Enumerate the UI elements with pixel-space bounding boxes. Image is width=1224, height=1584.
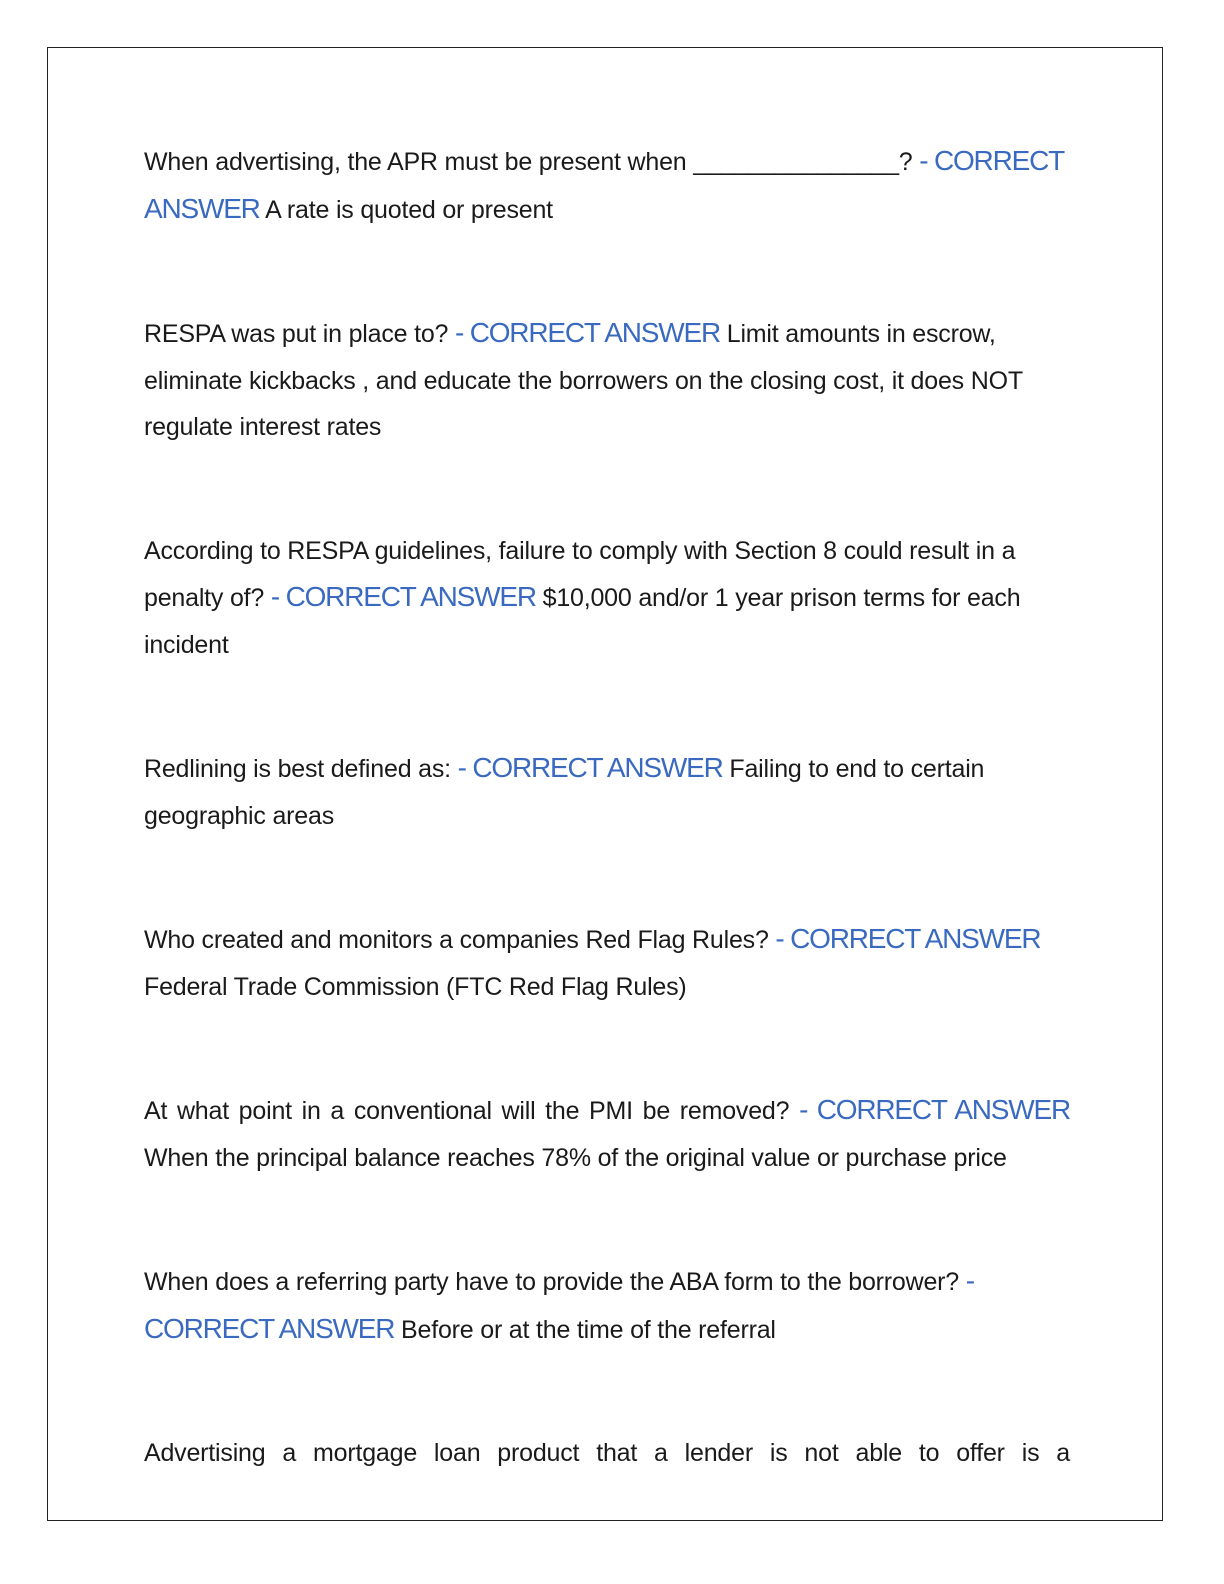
question-text: Advertising a mortgage loan product that a lender is not able to offer is a bbox=[144, 1439, 1070, 1467]
question-text: Who created and monitors a companies Red Flag Rules? bbox=[144, 926, 769, 954]
correct-answer-marker: - CORRECT ANSWER bbox=[270, 581, 536, 612]
answer-text: Limit amounts in escrow, eliminate kickbacks , and educate the borrowers on the closing cost, it does NOT regulate interest rates bbox=[144, 320, 1023, 441]
answer-text: A rate is quoted or present bbox=[265, 195, 553, 224]
qa-item bbox=[144, 310, 1070, 451]
question-text: When advertising, the APR must be present when _______________? bbox=[144, 148, 913, 176]
qa-item-truncated bbox=[144, 1430, 1070, 1477]
correct-answer-marker: - CORRECT ANSWER bbox=[455, 317, 720, 348]
question-text: According to RESPA guidelines, failure to comply with Section 8 could result in a penalty of? bbox=[144, 536, 1016, 612]
qa-item bbox=[144, 1258, 1070, 1353]
answer-text: When the principal balance reaches 78% of the original value or purchase price bbox=[144, 1143, 1007, 1172]
correct-answer-marker: - CORRECT ANSWER bbox=[144, 1265, 974, 1344]
qa-list bbox=[144, 138, 1070, 1521]
question-text: At what point in a conventional will the PMI be removed? bbox=[144, 1097, 790, 1125]
answer-text: $10,000 and/or 1 year prison terms for each incident bbox=[144, 584, 1021, 659]
qa-item bbox=[144, 745, 1070, 839]
qa-item bbox=[144, 1087, 1070, 1181]
answer-text: Failing to end to certain geographic areas bbox=[144, 755, 985, 830]
correct-answer-marker: - CORRECT ANSWER bbox=[144, 145, 1064, 224]
qa-item bbox=[144, 138, 1070, 233]
answer-text: Before or at the time of the referral bbox=[401, 1315, 776, 1344]
page-frame bbox=[47, 47, 1163, 1521]
question-text: RESPA was put in place to? bbox=[144, 320, 449, 348]
answer-text: Federal Trade Commission (FTC Red Flag Rules) bbox=[144, 972, 687, 1001]
qa-item bbox=[144, 528, 1070, 669]
qa-item bbox=[144, 916, 1070, 1010]
question-text: Redlining is best defined as: bbox=[144, 755, 451, 783]
correct-answer-marker: - CORRECT ANSWER bbox=[775, 923, 1041, 954]
question-text: When does a referring party have to provide the ABA form to the borrower? bbox=[144, 1268, 960, 1296]
correct-answer-marker: - CORRECT ANSWER bbox=[457, 752, 723, 783]
correct-answer-marker: - CORRECT ANSWER bbox=[799, 1094, 1070, 1125]
